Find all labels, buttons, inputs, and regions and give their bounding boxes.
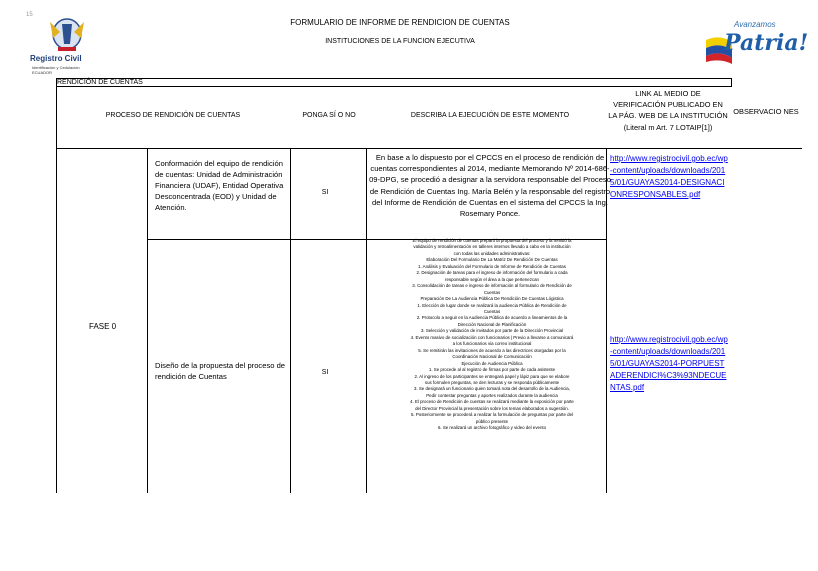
description-line: 3. Selección y validación de invitados por parte de la Dirección Provincial <box>420 328 564 334</box>
description-line: público presente <box>475 418 509 424</box>
description-line: Ejecución de Audiencia Pública <box>461 360 523 366</box>
form-title: FORMULARIO DE INFORME DE RENDICION DE CUENTAS <box>290 18 510 27</box>
verification-link[interactable]: http://www.registrocivil.gob.ec/wp-content/uploads/downloads/2015/01/GUAYAS2014-PORPUESTADERENDICI%C3%93NDECUENTAS.pdf <box>610 335 728 392</box>
column-header-description: DESCRIBA LA EJECUCIÓN DE ESTE MOMENTO <box>410 112 570 119</box>
description-line: 5. Se remitirán las invitaciones de acuerdo a las directrices otorgadas por la <box>418 347 566 353</box>
description-line: 4. Evento masivo de socialización con funcionarios | Previo a llevarse a comunicará <box>410 334 574 340</box>
description-line: 2. Designación de tareas para el ingreso de información del formulario a cada <box>416 270 568 276</box>
logo-word: Patria! <box>724 30 809 56</box>
logo-title: Registro Civil <box>30 54 82 63</box>
description-line: 4. El proceso de Rendición de cuentas se realizará mediante la exposición por parte <box>410 399 574 405</box>
description-line: 3. Se designará un funcionario quien tomará nota del desarrollo de la Audiencia, <box>414 386 570 392</box>
description-line: validación y retroalimentación en talleres internos llevado a cabo en la institución <box>413 244 571 250</box>
description-line: 1. Elección de lugar donde se realizará la audiencia Pública de Rendición de <box>417 302 567 308</box>
description-line: 5. Posteriormente se procederá a realizar la formulación de preguntas por parte del <box>410 412 574 418</box>
description-line: 6. Se realizará un archivo fotográfico y video del evento <box>437 425 547 431</box>
logo-tagline: Avanzamos <box>734 20 776 29</box>
table-border-section <box>56 86 732 87</box>
description-line: Cuentas <box>483 289 501 295</box>
description-line: Cuentas <box>483 308 501 314</box>
description-line: Pedir contestar preguntas y aportes realizados durante la audiencia <box>426 392 558 398</box>
column-header-observations: OBSERVACIO NES <box>733 107 799 116</box>
column-header-process: PROCESO DE RENDICIÓN DE CUENTAS <box>105 112 241 119</box>
table-row-answer: SI <box>321 369 329 376</box>
description-line: 2. Al ingreso de los participantes se entregará papel y lápiz para que se elabore <box>414 373 570 379</box>
column-header-link: LINK AL MEDIO DE VERIFICACIÓN PUBLICADO EN LA PÁG. WEB DE LA INSTITUCIÓN (Literal m Art. 7 LOTAIP[1]) <box>608 89 728 132</box>
description-line: Preparación De La Audiencia Pública De Rendición De Cuentas Lógistica <box>420 296 564 302</box>
table-header-bottom <box>56 148 802 149</box>
table-row-description-detail <box>368 238 616 432</box>
description-line: 1. Se procede al al registro de firmas por parte de cada asistente <box>428 367 556 373</box>
table-row-answer: SI <box>321 189 329 196</box>
description-line: El equipo de rendición de cuentas preparó la propuesta del proceso y la remitió la <box>412 238 572 243</box>
description-line: 3. Consolidación de tareas e ingreso de información al formulario de Rendición de <box>412 283 572 289</box>
page-number: 15 <box>26 12 33 18</box>
table-border-left <box>56 78 57 149</box>
description-line: Elaboración Del Formulario De La Matriz De Rendición De Cuentas <box>426 257 558 263</box>
registro-civil-logo <box>28 14 106 74</box>
ecuador-emblem-icon <box>28 14 106 56</box>
verification-link[interactable]: http://www.registrocivil.gob.ec/wp-content/uploads/downloads/2015/01/GUAYAS2014-DESIGNACIONRESPONSABLES.pdf <box>610 154 728 199</box>
description-line: 1. Análisis y Evaluación del Formulario de Informe de Rendición de Cuentas <box>418 263 566 269</box>
description-line: Dirección Nacional de Planificación <box>457 321 527 327</box>
form-subtitle: INSTITUCIONES DE LA FUNCION EJECUTIVA <box>325 38 475 45</box>
logo-subtitle-1: Identificación y Cedulación <box>32 65 80 70</box>
table-border-top <box>56 78 732 79</box>
table-border-right-top <box>731 78 732 87</box>
column-header-answer: PONGA SÍ O NO <box>302 112 356 119</box>
description-line: responsable según el área a la que pertenezcan <box>445 276 539 282</box>
logo-subtitle-2: ECUADOR <box>32 70 53 75</box>
patria-logo <box>704 14 809 72</box>
table-row-description: En base a lo dispuesto por el CPCCS en el proceso de rendición de cuentas correspondientes al 2014, mediante Memorando Nº 2014-686-09-DPG, se procedió a designar a la servidora responsable del Proceso de Rendición de Cuentas Ing. María Belén y la responsable del registro del Informe de Rendición de Cuentas en el sistema del CPCCS la Ing. Rosemary Ponce. <box>369 153 611 219</box>
section-title: RENDICIÓN DE CUENTAS <box>57 79 143 86</box>
description-line: 2. Protocolo a seguir en la Audiencia Pública de acuerdo a lineamientos de la <box>416 315 568 321</box>
table-row-step: Conformación del equipo de rendición de cuentas: Unidad de Administración Financiera (UDAF), Entidad Operativa Desconcentrada (EOD) y Unidad de Atención. <box>155 159 284 212</box>
description-line: con todas las unidades administrativas: <box>453 250 531 256</box>
description-line: a los funcionarios via correo institucional <box>452 341 532 347</box>
description-line: sus formulen preguntas, se den lecturas y se responda públicamente <box>424 379 560 385</box>
table-row-step: Diseño de la propuesta del proceso de rendición de Cuentas <box>155 361 286 381</box>
table-border-left-body <box>56 148 57 493</box>
phase-label: FASE 0 <box>89 322 117 331</box>
description-line: Coordinación Nacional de Comunicación <box>452 354 532 360</box>
description-line: del Director Provincial la presentación sobre los temas elaborados a sugestión. <box>415 405 569 411</box>
table-col-divider-1 <box>147 148 148 493</box>
